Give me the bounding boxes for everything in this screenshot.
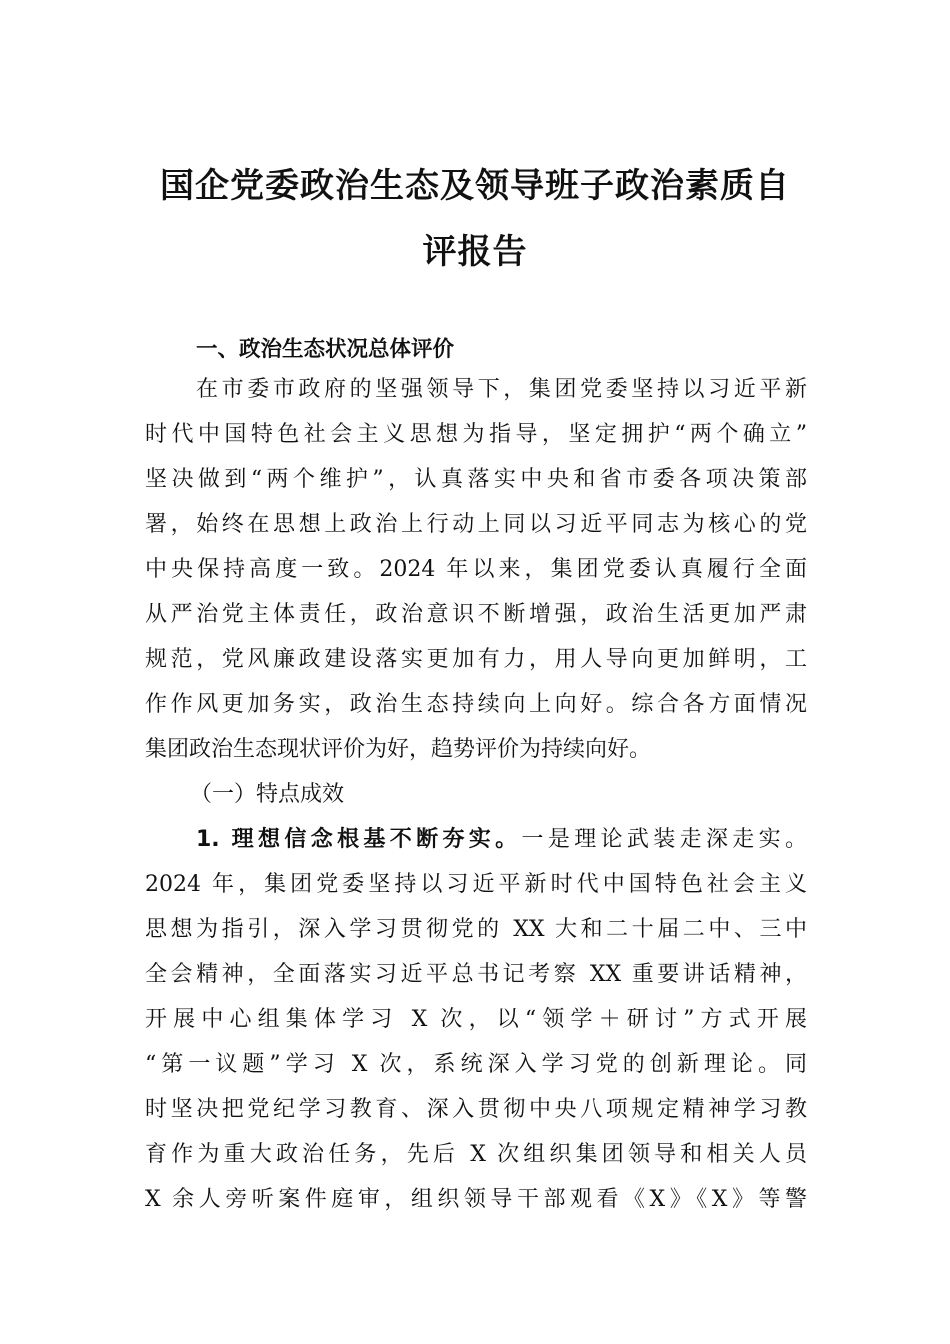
paragraph-2-first-rest: 一是理论武装走深走实。 <box>521 827 807 852</box>
paragraph-1-line: 集团政治生态现状评价为好，趋势评价为持续向好。 <box>145 737 652 762</box>
paragraph-2-line: X 余人旁听案件庭审，组织领导干部观看《X》《X》等警 <box>145 1187 807 1212</box>
paragraph-2-first-line <box>196 822 807 858</box>
subsection-heading-1: （一）特点成效 <box>190 782 345 807</box>
paragraph-2-line: 开展中心组集体学习 X 次，以“领学＋研讨”方式开展 <box>145 1007 807 1032</box>
paragraph-2-line: 全会精神，全面落实习近平总书记考察 XX 重要讲话精神， <box>145 962 807 987</box>
paragraph-2-line: 时坚决把党纪学习教育、深入贯彻中央八项规定精神学习教 <box>145 1097 807 1122</box>
section-heading-1: 一、政治生态状况总体评价 <box>196 337 455 362</box>
paragraph-1-line: 作作风更加务实，政治生态持续向上向好。综合各方面情况 <box>145 692 807 717</box>
paragraph-1-line: 中央保持高度一致。2024 年以来，集团党委认真履行全面 <box>145 557 807 582</box>
paragraph-1-line: 规范，党风廉政建设落实更加有力，用人导向更加鲜明，工 <box>145 647 807 672</box>
paragraph-1-line: 时代中国特色社会主义思想为指导，坚定拥护“两个确立” <box>145 422 807 447</box>
paragraph-1-line: 署，始终在思想上政治上行动上同以习近平同志为核心的党 <box>145 512 807 537</box>
document-title-line-1: 国企党委政治生态及领导班子政治素质自 <box>160 166 790 206</box>
paragraph-2-line: 育作为重大政治任务，先后 X 次组织集团领导和相关人员 <box>145 1142 807 1167</box>
paragraph-2-line: 思想为指引，深入学习贯彻党的 XX 大和二十届二中、三中 <box>145 917 807 942</box>
paragraph-2-lead: 1. 理想信念根基不断夯实。 <box>196 827 522 852</box>
paragraph-1-line: 坚决做到“两个维护”，认真落实中央和省市委各项决策部 <box>145 467 807 492</box>
document-title-line-2: 评报告 <box>422 232 528 272</box>
paragraph-1-line: 从严治党主体责任，政治意识不断增强，政治生活更加严肃 <box>145 602 807 627</box>
paragraph-1-line: 在市委市政府的坚强领导下，集团党委坚持以习近平新 <box>196 377 807 402</box>
paragraph-2-line: “第一议题”学习 X 次，系统深入学习党的创新理论。同 <box>145 1052 807 1077</box>
paragraph-2-line: 2024 年，集团党委坚持以习近平新时代中国特色社会主义 <box>145 872 807 897</box>
